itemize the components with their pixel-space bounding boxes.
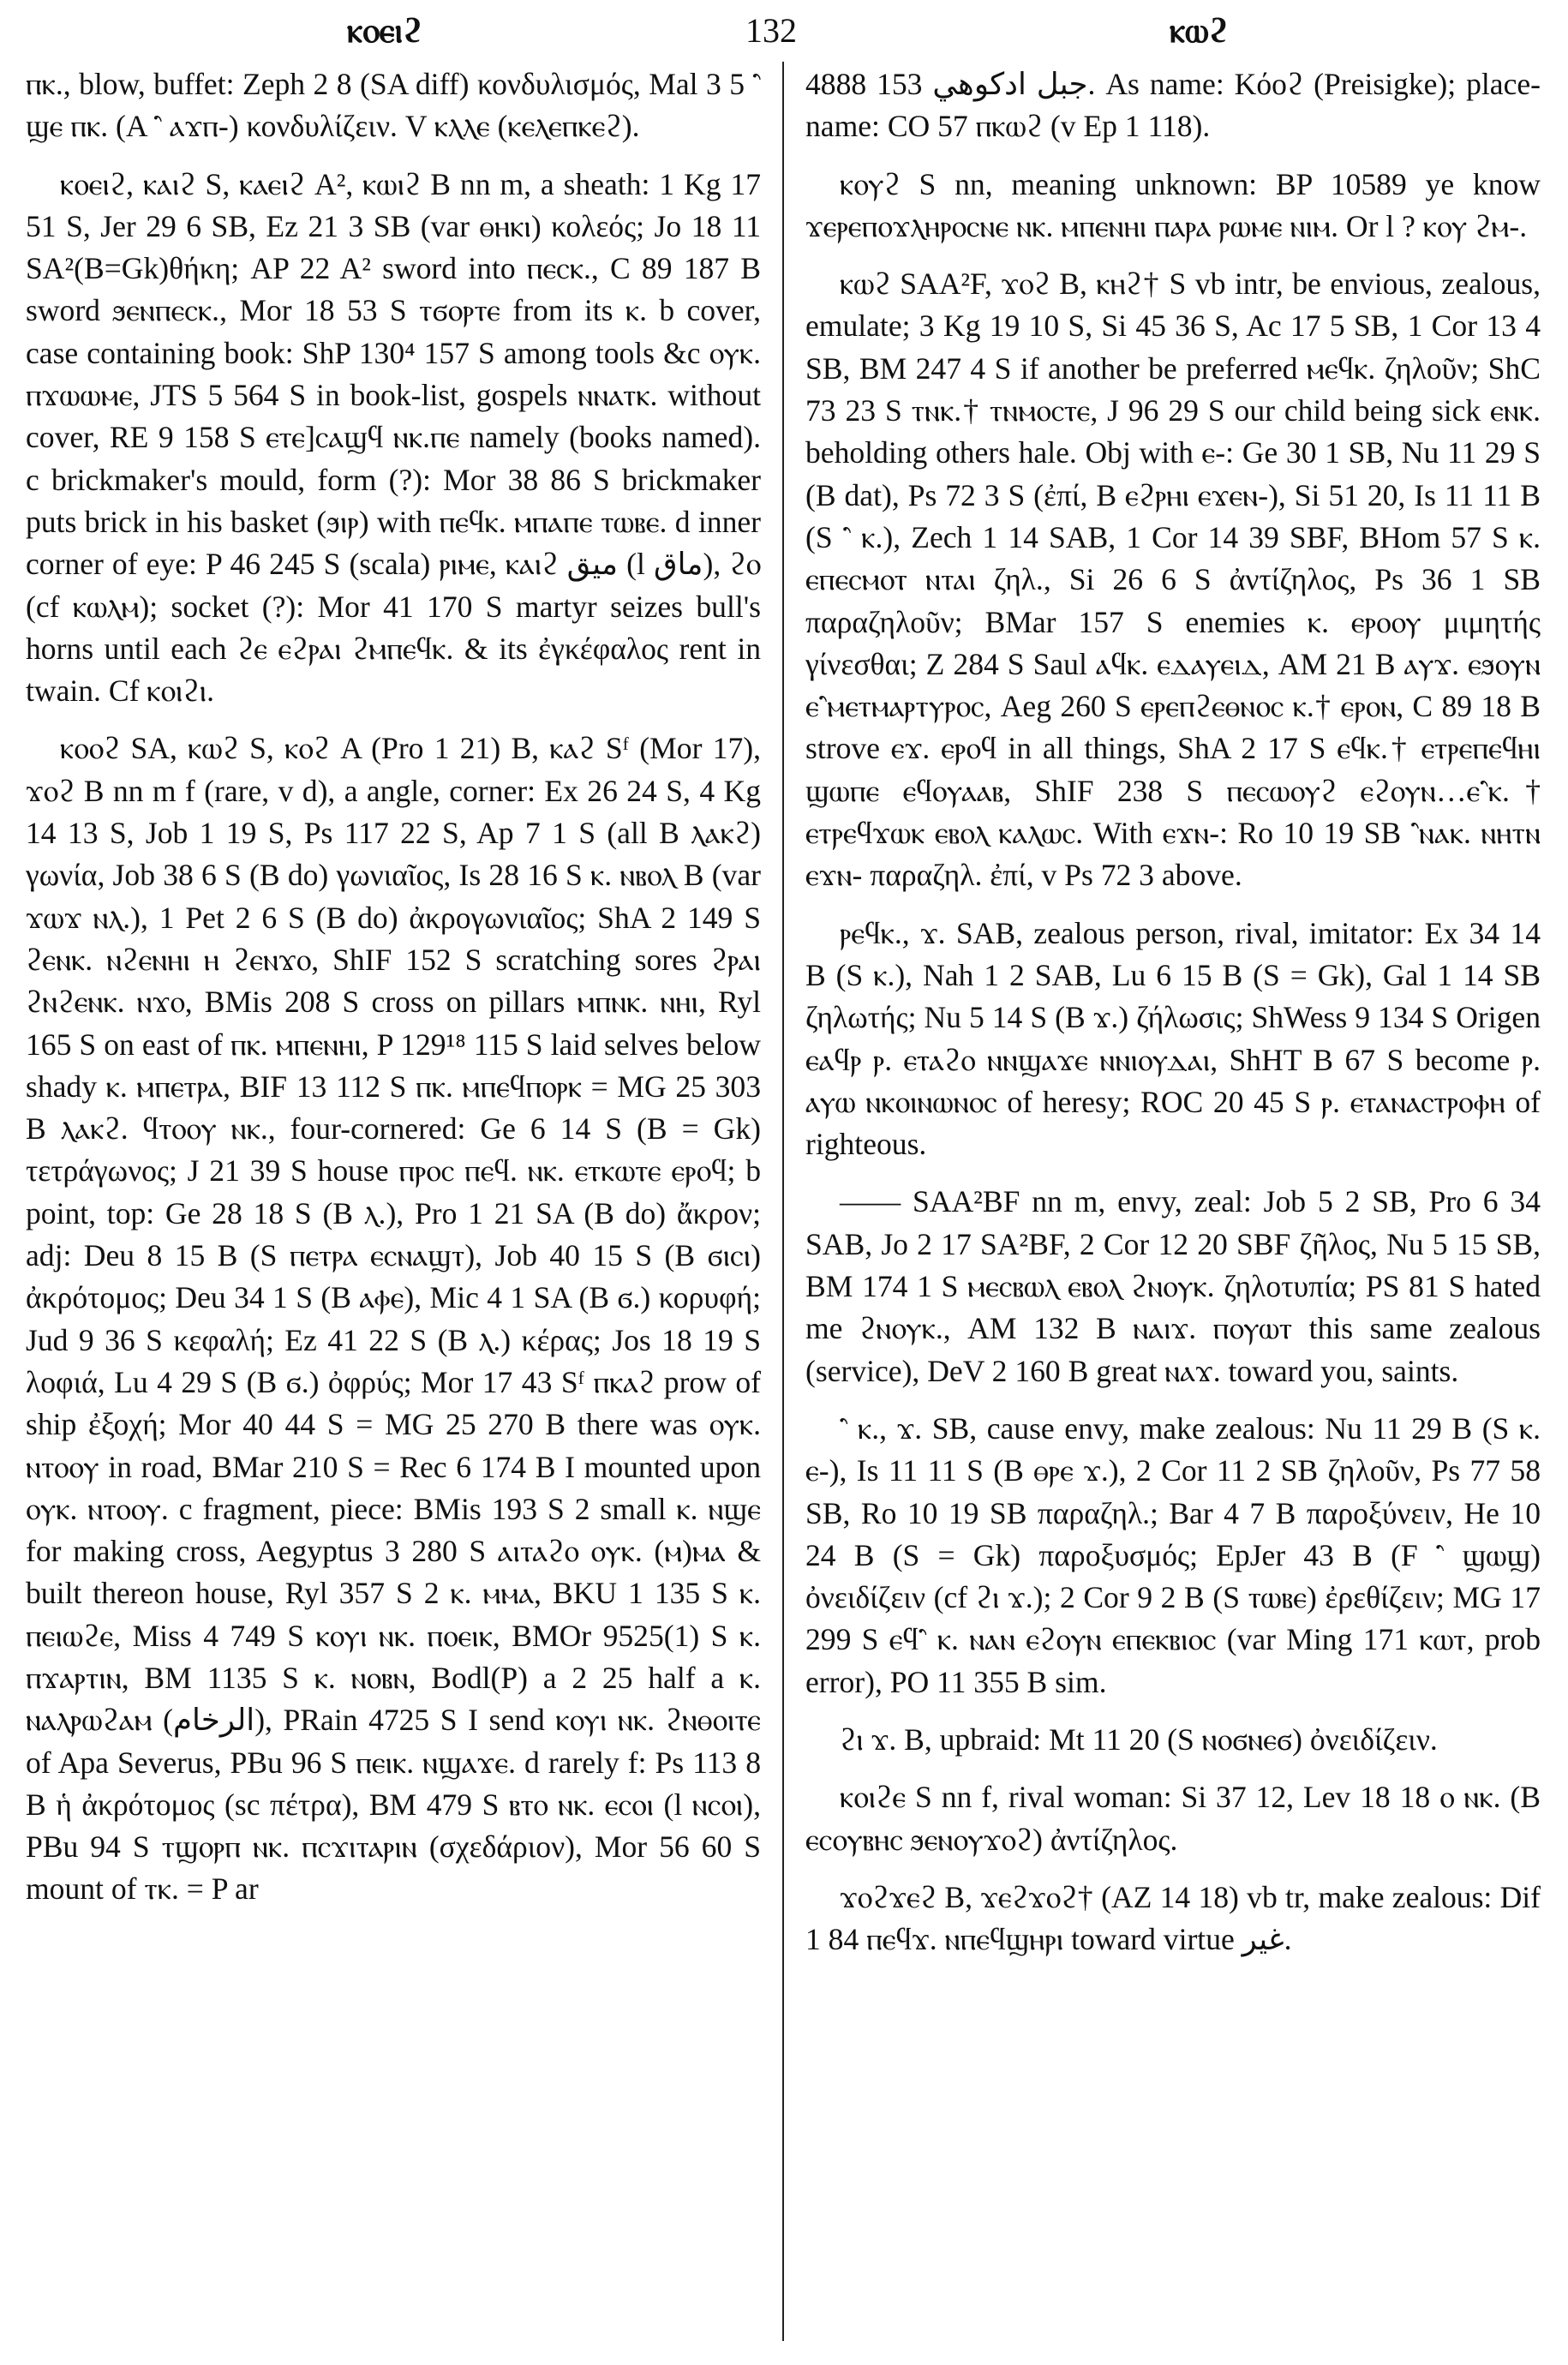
dictionary-entry [26, 63, 761, 148]
dictionary-entry [805, 164, 1541, 248]
entry-text: —— SAA²BF nn m, envy, zeal: Job 5 2 SB, Pro 6 34 SAB, Jo 2 17 SA²BF, 2 Cor 12 20 SBF ζῆλος, Nu 5 15 SB, BM 174 1 S ⲙⲉⲥⲃⲱⲗ ⲉⲃⲟⲗ ϩⲛⲟⲩⲕ. ζηλοτυπία; PS 81 S hated me ϩⲛⲟⲩⲕ., AM 132 B ⲛⲁⲓϫ. ⲡⲟⲩⲱⲧ this same zealous (service), DeV 2 160 B great ⲛⲁϫ. toward you, saints. [805, 1184, 1541, 1388]
right-column [805, 63, 1541, 1976]
entry-text: ϫⲟϩϫⲉϩ B, ϫⲉϩϫⲟϩ† (AZ 14 18) vb tr, make zealous: Dif 1 84 ⲡⲉϥϫ. ⲛⲡⲉϥϣⲏⲣⲓ toward virtue ﻏﻴﺮ. [805, 1879, 1541, 1957]
dictionary-entry [26, 164, 761, 713]
dictionary-entry [805, 1877, 1541, 1961]
page-number: 132 [745, 11, 797, 50]
entry-text: ⲡⲕ., blow, buffet: Zeph 2 8 (SA diff) κονδυλισμός, Mal 3 5 ⳿ ϣⲉ ⲡⲕ. (A ⳿ ⲁϫⲡ-) κονδυλίζειν. V ⲕⲗⲗⲉ (ⲕⲉⲗⲉⲡⲕⲉϩ). [26, 67, 761, 144]
dictionary-entry [805, 913, 1541, 1166]
entry-text: ⲕⲱϩ SAA²F, ϫⲟϩ B, ⲕⲏϩ† S vb intr, be envious, zealous, emulate; 3 Kg 19 10 S, Si 45 36 S, Ac 17 5 SB, 1 Cor 13 4 SB, BM 247 4 S if another be preferred ⲙⲉϥⲕ. ζηλοῦν; ShC 73 23 S ⲧⲛⲕ.† ⲧⲛⲙⲟⲥⲧⲉ, J 96 29 S our child being sick ⲉⲛⲕ. beholding others hale. Obj with ⲉ-: Ge 30 1 SB, Nu 11 29 S (B dat), Ps 72 3 S (ἐπί, B ⲉϩⲣⲏⲓ ⲉϫⲉⲛ-), Si 51 20, Is 11 11 B (S ⳿ ⲕ.), Zech 1 14 SAB, 1 Cor 14 39 SBF, BHom 57 S ⲕ. ⲉⲡⲉⲥⲙⲟⲧ ⲛⲧⲁⲓ ζηλ., Si 26 6 S ἀντίζηλος, Ps 36 1 SB παραζηλοῦν; BMar 157 S enemies ⲕ. ⲉⲣⲟⲟⲩ μιμητής γίνεσθαι; Z 284 S Saul ⲁϥⲕ. ⲉⲇⲁⲩⲉⲓⲇ, AM 21 B ⲁⲩϫ. ⲉϧⲟⲩⲛ ⲉ⳿ⲙⲉⲧⲙⲁⲣⲧⲩⲣⲟⲥ, Aeg 260 S ⲉⲣⲉⲡϩⲉⲑⲛⲟⲥ ⲕ.† ⲉⲣⲟⲛ, C 89 18 B strove ⲉϫ. ⲉⲣⲟϥ in all things, ShA 2 17 S ⲉϥⲕ.† ⲉⲧⲣⲉⲡⲉϥⲏⲓ ϣⲱⲡⲉ ⲉϥⲟⲩⲁⲁⲃ, ShIF 238 S ⲡⲉⲥⲱⲟⲩϩ ⲉϩⲟⲩⲛ…ⲉ⳿ⲕ.† ⲉⲧⲣⲉϥϫⲱⲕ ⲉⲃⲟⲗ ⲕⲁⲗⲱⲥ. With ⲉϫⲛ-: Ro 10 19 SB ⳿ⲛⲁⲕ. ⲛⲏⲧⲛ ⲉϫⲛ- παραζηλ. ἐπί, v Ps 72 3 above. [805, 266, 1541, 893]
page-header [26, 10, 1542, 62]
dictionary-entry [26, 727, 761, 1910]
left-column [26, 63, 761, 1926]
entry-text: ⲕⲟⲩϩ S nn, meaning unknown: BP 10589 ye know ϫⲉⲣⲉⲡⲟϫⲗⲏⲣⲟⲥⲛⲉ ⲛⲕ. ⲙⲡⲉⲛⲏⲓ ⲡⲁⲣⲁ ⲣⲱⲙⲉ ⲛⲓⲙ. Or l ? ⲕⲟⲩ ϩⲙ-. [805, 166, 1541, 243]
entry-text: ϩⲓ ϫ. B, upbraid: Mt 11 20 (S ⲛⲟϭⲛⲉϭ) ὀνειδίζειν. [840, 1721, 1438, 1757]
entry-text: ⳿ ⲕ., ϫ. SB, cause envy, make zealous: Nu 11 29 B (S ⲕ. ⲉ-), Is 11 11 S (B ⲑⲣⲉ ϫ.), 2 Cor 11 2 SB ζηλοῦν, Ps 77 58 SB, Ro 10 19 SB παραζηλ.; Bar 4 7 B παροξύνειν, He 10 24 B (S = Gk) παροξυσμός; EpJer 43 B (F ⳿ ϣⲱϣ) ὀνειδίζειν (cf ϩⲓ ϫ.); 2 Cor 9 2 B (S ⲧⲱⲃⲉ) ἐρεθίζειν; MG 17 299 S ⲉϥ⳿ ⲕ. ⲛⲁⲛ ⲉϩⲟⲩⲛ ⲉⲡⲉⲕⲃⲓⲟⲥ (var Ming 171 ⲕⲱⲧ, prob error), PO 11 355 B sim. [805, 1410, 1541, 1699]
dictionary-entry [805, 63, 1541, 148]
running-head-left: ⲕⲟⲉⲓϩ [347, 11, 423, 50]
entry-text: ⲣⲉϥⲕ., ϫ. SAB, zealous person, rival, imitator: Ex 34 14 B (S ⲕ.), Nah 1 2 SAB, Lu 6 15 B (S = Gk), Gal 1 14 SB ζηλωτής; Nu 5 14 S (B ϫ.) ζήλωσις; ShWess 9 134 S Origen ⲉⲁϥⲣ ⲣ. ⲉⲧⲁϩⲟ ⲛⲛϣⲁϫⲉ ⲛⲛⲓⲟⲩⲇⲁⲓ, ShHT B 67 S become ⲣ. ⲁⲩⲱ ⲛⲕⲟⲓⲛⲱⲛⲟⲥ of heresy; ROC 20 45 S ⲣ. ⲉⲧⲁⲛⲁⲥⲧⲣⲟⲫⲏ of righteous. [805, 915, 1541, 1162]
entry-text: ⲕⲟⲓϩⲉ S nn f, rival woman: Si 37 12, Lev 18 18 ⲟ ⲛⲕ. (B ⲉⲥⲟⲩⲃⲏⲥ ϧⲉⲛⲟⲩϫⲟϩ) ἀντίζηλος. [805, 1780, 1541, 1857]
dictionary-entry [805, 263, 1541, 896]
dictionary-entry [805, 1719, 1541, 1761]
dictionary-entry [805, 1181, 1541, 1392]
entry-text: ⲕⲟⲉⲓϩ, ⲕⲁⲓϩ S, ⲕⲁⲉⲓϩ A², ⲕⲱⲓϩ B nn m, a sheath: 1 Kg 17 51 S, Jer 29 6 SB, Ez 21 3 SB (var ⲑⲏⲕⲓ) κολεός; Jo 18 11 SA²(B=Gk)θήκη; AP 22 A² sword into ⲡⲉⲥⲕ., C 89 187 B sword ϧⲉⲛⲡⲉⲥⲕ., Mor 18 53 S ⲧϭⲟⲣⲧⲉ from its ⲕ. b cover, case containing book: ShP 130⁴ 157 S among tools &c ⲟⲩⲕ. ⲡϫⲱⲱⲙⲉ, JTS 5 564 S in book-list, gospels ⲛⲛⲁⲧⲕ. without cover, RE 9 158 S ⲉⲧⲉ]ⲥⲁϣϥ ⲛⲕ.ⲡⲉ namely (books named). c brickmaker's mould, form (?): Mor 38 86 S brickmaker puts brick in his basket (ϧⲓⲣ) with ⲡⲉϥⲕ. ⲙⲡⲁⲡⲉ ⲧⲱⲃⲉ. d inner corner of eye: P 46 245 S (scala) ⲣⲓⲙⲉ, ⲕⲁⲓϩ ﻣﻴﻖ (l ﻣﺎﻕ), ϩⲟ (cf ⲕⲱⲗⲙ); socket (?): Mor 41 170 S martyr seizes bull's horns until each ϩⲉ ⲉϩⲣⲁⲓ ϩⲙⲡⲉϥⲕ. & its ἐγκέφαλος rent in twain. Cf ⲕⲟⲓϩⲓ. [26, 166, 761, 709]
dictionary-entry [805, 1776, 1541, 1861]
dictionary-entry [805, 1408, 1541, 1703]
entry-text: 4888 153 ﺟﺒﻞ ﺍﺩﻛﻮﻫﻲ. As name: Κόοϩ (Preisigke); place-name: CO 57 ⲡⲕⲱϩ (v Ep 1 118). [805, 67, 1541, 144]
column-divider [782, 62, 784, 2341]
entry-text: ⲕⲟⲟϩ SA, ⲕⲱϩ S, ⲕⲟϩ A (Pro 1 21) B, ⲕⲁϩ Sᶠ (Mor 17), ϫⲟϩ B nn m f (rare, v d), a angle, corner: Ex 26 24 S, 4 Kg 14 13 S, Job 1 19 S, Ps 117 22 S, Ap 7 1 S (all B ⲗⲁⲕϩ) γωνία, Job 38 6 S (B do) γωνιαῖος, Is 28 16 S ⲕ. ⲛⲃⲟⲗ B (var ϫⲱϫ ⲛⲗ.), 1 Pet 2 6 S (B do) ἀκρογωνιαῖος; ShA 2 149 S ϩⲉⲛⲕ. ⲛϩⲉⲛⲏⲓ ⲏ ϩⲉⲛϫⲟ, ShIF 152 S scratching sores ϩⲣⲁⲓ ϩⲛϩⲉⲛⲕ. ⲛϫⲟ, BMis 208 S cross on pillars ⲙⲡⲛⲕ. ⲛⲏⲓ, Ryl 165 S on east of ⲡⲕ. ⲙⲡⲉⲛⲏⲓ, P 129¹⁸ 115 S laid selves below shady ⲕ. ⲙⲡⲉⲧⲣⲁ, BIF 13 112 S ⲡⲕ. ⲙⲡⲉϥⲡⲟⲣⲕ = MG 25 303 B ⲗⲁⲕϩ. ϥⲧⲟⲟⲩ ⲛⲕ., four-cornered: Ge 6 14 S (B = Gk) τετράγωνος; J 21 39 S house ⲡⲣⲟⲥ ⲡⲉϥ. ⲛⲕ. ⲉⲧⲕⲱⲧⲉ ⲉⲣⲟϥ; b point, top: Ge 28 18 S (B ⲗ.), Pro 1 21 SA (B do) ἄκρον; adj: Deu 8 15 B (S ⲡⲉⲧⲣⲁ ⲉⲥⲛⲁϣⲧ), Job 40 15 S (B ϭⲓⲥⲓ) ἀκρότομος; Deu 34 1 S (B ⲁⲫⲉ), Mic 4 1 SA (B ϭ.) κορυφή; Jud 9 36 S κεφαλή; Ez 41 22 S (B ⲗ.) κέρας; Jos 18 19 S λοφιά, Lu 4 29 S (B ϭ.) ὀφρύς; Mor 17 43 Sᶠ ⲡⲕⲁϩ prow of ship ἐξοχή; Mor 40 44 S = MG 25 270 B there was ⲟⲩⲕ. ⲛⲧⲟⲟⲩ in road, BMar 210 S = Rec 6 174 B I mounted upon ⲟⲩⲕ. ⲛⲧⲟⲟⲩ. c fragment, piece: BMis 193 S 2 small ⲕ. ⲛϣⲉ for making cross, Aegyptus 3 280 S ⲁⲓⲧⲁϩⲟ ⲟⲩⲕ. (ⲙ)ⲙⲁ & built thereon house, Ryl 357 S 2 ⲕ. ⲙⲙⲁ, BKU 1 135 S ⲕ. ⲡⲉⲓⲱϩⲉ, Miss 4 749 S ⲕⲟⲩⲓ ⲛⲕ. ⲡⲟⲉⲓⲕ, BMOr 9525(1) S ⲕ. ⲡϫⲁⲣⲧⲓⲛ, BM 1135 S ⲕ. ⲛⲟⲃⲛ, Bodl(P) a 2 25 half a ⲕ. ⲛⲁⲗⲣⲱϩⲁⲙ (الرخام), PRain 4725 S I send ⲕⲟⲩⲓ ⲛⲕ. ϩⲛⲑⲟⲓⲧⲉ of Apa Severus, PBu 96 S ⲡⲉⲓⲕ. ⲛϣⲁϫⲉ. d rarely f: Ps 113 8 B ἡ ἀκρότομος (sc πέτρα), BM 479 S ⲃⲧⲟ ⲛⲕ. ⲉⲥⲟⲓ (l ⲛⲥⲟⲓ), PBu 94 S ⲧϣⲟⲣⲡ ⲛⲕ. ⲡⲥϫⲓⲧⲁⲣⲓⲛ (σχεδάριον), Mor 56 60 S mount of ⲧⲕ. = P ar [26, 731, 761, 1907]
running-head-right: ⲕⲱϩ [1170, 11, 1229, 50]
